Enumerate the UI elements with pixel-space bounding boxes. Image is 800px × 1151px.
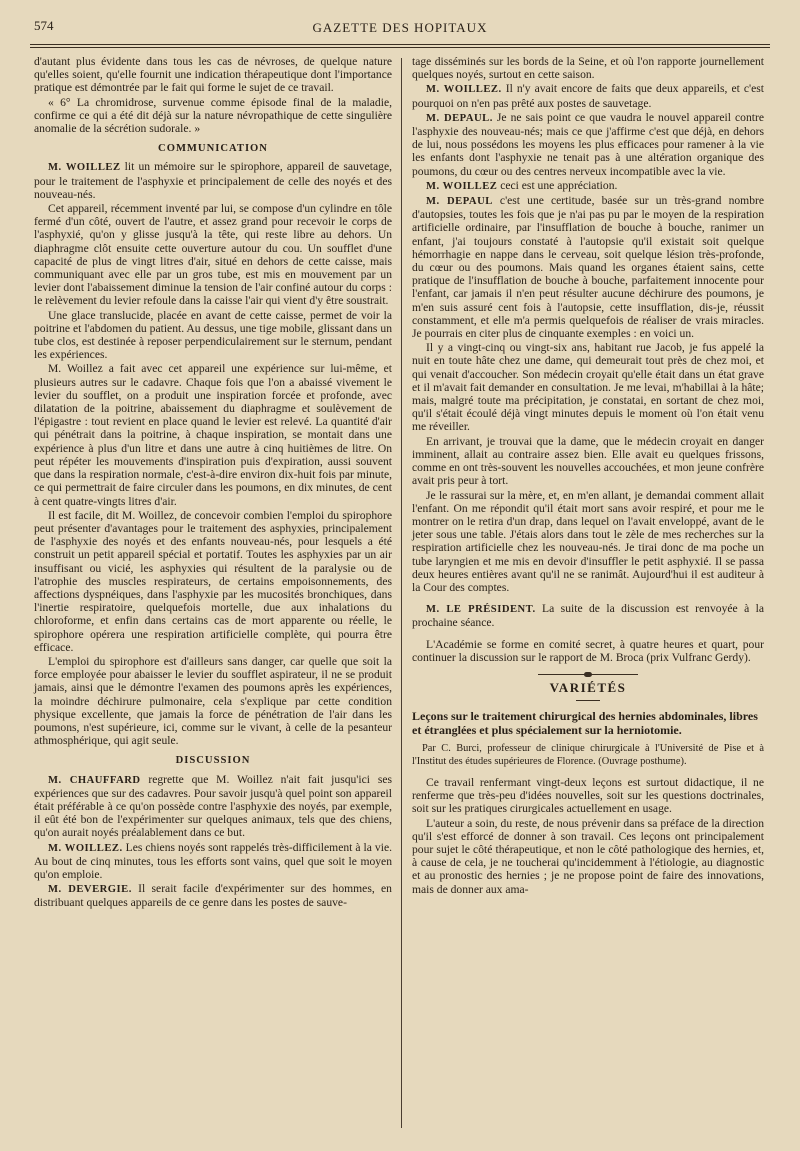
column-divider [401,58,402,1128]
paragraph: Cet appareil, récemment inventé par lui, se compose d'un cylindre en tôle fermé d'un côté, ouvert de l'autre, et assez grand pour recevoir le corps de l'asphyxié, qu'on y glisse jusqu'à la tête, qui reste libre au dehors. Un diaphragme clôt ensuite cette ouverture autour du cou. Un soufflet d'une capacité de plus de vingt litres d'air, situé en dehors de cette caisse, mais communiquant avec elle par un gros tube, est mis en mouvement par un levier dont l'abaissement diminue la tension de l'air confiné autour du corps : le relèvement du levier refoule dans la caisse l'air qui vient d'y être soustrait. [34,202,392,308]
speaker-name: M. WOILLEZ [426,180,498,192]
section-heading-varietes: VARIÉTÉS [549,679,627,695]
paragraph: « 6° La chromidrose, survenue comme épisode final de la maladie, confirme ce qui a été dit déjà sur la nature névropathique de cette singulière anomalie de la sécrétion sudorale. » [34,95,392,136]
paragraph: d'autant plus évidente dans tous les cas de névroses, de quelque nature qu'elles soient, qu'elle fournit une indication thérapeutique dont l'importance pratique est démontrée par le fait qui forme le sujet de ce travail. [34,55,392,95]
header-rule-double [30,47,770,48]
speaker-name: M. CHAUFFARD [48,774,141,786]
paragraph: Une glace translucide, placée en avant de cette caisse, permet de voir la poitrine et l'abdomen du patient. Au dessus, une tige mobile, glissant dans un tube clos, est destinée à reposer perpendiculairement sur le sternum, pendant les expériences. [34,308,392,362]
paragraph: Il y a vingt-cinq ou vingt-six ans, habitant rue Jacob, je fus appelé la nuit en toute hâte chez une dame, qui demeurait tout près de chez moi, et qui venait d'accoucher. Son médecin croyait qu'elle était dans un état grave et il m'avait fait demander en consultation. Je me levai, m'habillai à la hâte; mais, malgré toute ma précipitation, je constatai, en sortant de chez moi, qu'il s'était écoulé déjà vingt minutes depuis le moment où l'on était venu me réveiller. [412,341,764,434]
paragraph: Il est facile, dit M. Woillez, de concevoir combien l'emploi du spirophore peut présenter d'avantages pour le traitement des asphyxies, principalement de l'asphyxie des noyés et des enfants nouveau-nés, pour lesquels a été construit un petit appareil spécial et portatif. Toutes les asphyxies par un air insuffisant ou vicié, les asphyxies qui résultent de la paralysie ou de l'atrophie des muscles respirateurs, de certains empoisonnements, des affections dyspnéiques, dans l'asphyxie par les mucosités bronchiques, dans l'inertie respiratoire, quelquefois mortelle, due aux inhalations du chloroforme, et enfin dans certains cas de mort apparente ou réelle, le spirophore opérera une respiration artificielle complète, qui pourra être efficace. [34,508,392,654]
paragraph: L'Académie se forme en comité secret, à quatre heures et quart, pour continuer la discussion sur le rapport de M. Broca (prix Vulfranc Gerdy). [412,637,764,664]
paragraph: M. DEVERGIE. Il serait facile d'expérimenter sur des hommes, en distribuant quelques appareils de ce genre dans les postes de sauve- [34,882,392,910]
speaker-name: M. DEVERGIE. [48,884,132,896]
short-rule [576,700,600,701]
paragraph: M. Woillez a fait avec cet appareil une expérience sur lui-même, et plusieurs autres sur le cadavre. Chaque fois que l'on a abaissé vivement le levier du soufflet, on a produit une inspiration forcée et profonde, avec dilatation de la poitrine, abaissement du diaphragme et soulèvement de l'épigastre : tout revient en place quand le levier est relevé. La quantité d'air qui pénétrait dans la poitrine, à chaque inspiration, se montait dans une expérience à plus d'un litre et dans une autre à cinq huitièmes de litre. On peut répéter les mouvements d'inspiration puis d'expiration, aussi souvent que dans la respiration normale, c'est-à-dire environ dix-huit fois par minute, ce qui permettrait de faire circuler dans les poumons, en dix minutes, de cent à cent quatre-vingts litres d'air. [34,362,392,508]
speaker-name: M. WOILLEZ. [426,84,502,96]
paragraph: M. LE PRÉSIDENT. La suite de la discussion est renvoyée à la prochaine séance. [412,602,764,630]
paragraph: En arrivant, je trouvai que la dame, que le médecin croyait en danger imminent, allait au contraire assez bien. Elle avait eu quelques frissons, comme en ont très-souvent les nouvelles accouchées, et mon jeune confrère avait pris peur à tort. [412,434,764,488]
paragraph: M. WOILLEZ. Les chiens noyés sont rappelés très-difficilement à la vie. Au bout de cinq minutes, tous les efforts sont vains, quel que soit le moyen qu'on emploie. [34,840,392,881]
paragraph: L'emploi du spirophore est d'ailleurs sans danger, car quelle que soit la force employée pour abaisser le levier du soufflet aspirateur, il ne se produit jamais, ainsi que le démontre l'examen des poumons après les expériences, la moindre déchirure pulmonaire, cela s'explique par cette condition physique excellente, que jamais la force de pénétration de l'air dans les poumons, n'est supérieure, ici, comme sur le vivant, à celle de la pesanteur athmosphérique, qui agit seule. [34,654,392,748]
speaker-name: M. WOILLEZ. [48,842,123,854]
paragraph: M. WOILLEZ lit un mémoire sur le spirophore, appareil de sauvetage, pour le traitement de l'asphyxie et principalement de celle des noyés et des nouveau-nés. [34,160,392,201]
paragraph: Ce travail renfermant vingt-deux leçons est surtout didactique, il ne renferme que très-peu d'idées nouvelles, soit sur les questions doctrinales, soit sur les pratiques cirurgicales actuellement en usage. [412,775,764,816]
header-rule [30,44,770,45]
speaker-name: M. DEPAUL [426,196,493,208]
section-heading-communication: COMMUNICATION [158,143,268,155]
right-column [412,55,764,897]
paragraph: M. CHAUFFARD regrette que M. Woillez n'ait fait jusqu'ici ses expériences que sur des cadavres. Pour savoir jusqu'à quel point son appareil était préférable à ce qu'on possède contre l'asphyxie des noyés, par exemple, il eût été bon de l'expérimenter sur quelques animaux, tels que des chiens, qu'on aurait noyés préalablement dans ce but. [34,772,392,840]
paragraph: M. WOILLEZ. Il n'y avait encore de faits que deux appareils, et c'est pourquoi on n'en pas prêté aux postes de sauvetage. [412,82,764,110]
running-title: GAZETTE DES HOPITAUX [312,20,488,35]
speaker-name: M. DEPAUL. [426,112,493,124]
ornamental-separator [538,674,638,675]
paragraph: M. DEPAUL c'est une certitude, basée sur un très-grand nombre d'autopsies, toutes les fois que je n'ai pas pu par le moyen de la respiration artificielle ordinaire, par l'insufflation de bouche à bouche, ranimer un enfant, j'ai toujours constaté à l'autopsie qu'il existait soit quelque hémorrhagie en nappe dans le cerveau, soit quelque lésion très-profonde, du cœur ou des poumons. Mais quand les organes étaient sains, cette pratique de l'insufflation de bouche à bouche, parfaitement innocente pour l'enfant, car jamais il n'en peut résulter aucune déchirure des poumons, je m'en suis assuré cent fois à l'autopsie, cette insufflation, dis-je, réussit constamment, et elle m'a permis quelquefois de réaliser de vrais miracles. Je pourrais en citer plus de cinquante exemples : en voici un. [412,194,764,341]
left-column [34,55,392,911]
paragraph: Je le rassurai sur la mère, et, en m'en allant, je demandai comment allait l'enfant. On me répondit qu'il était mort sans avoir respiré, et pour me le montrer on le retira d'un drap, dans lequel on l'avait enveloppé, avant de le jeter sous une table. J'étais alors dans tout le zèle de mes recherches sur la respiration artificielle chez les nouveau-nés. Je tirai donc de ma poche un tube laryngien et me mis en devoir d'insuffler le petit asphyxié. Il se passa deux heures entières avant qu'il ne se ranimât. Aujourd'hui il est auditeur à la Cour des comptes. [412,488,764,594]
speaker-name: M. WOILLEZ [48,162,121,174]
article-byline: Par C. Burci, professeur de clinique chirurgicale à l'Université de Pise et à l'Institut des études supérieures de Florence. (Ouvrage posthume). [412,743,764,767]
article-title: Leçons sur le traitement chirurgical des hernies abdominales, libres et étranglées et plus spécialement sur la herniotomie. [412,709,758,738]
paragraph: M. DEPAUL. Je ne sais point ce que vaudra le nouvel appareil contre l'asphyxie des nouveau-nés; mais ce que j'affirme c'est que déjà, en dehors de lui, nous possédons les moyens les plus efficaces pour ramener à la vie les enfants dont l'asphyxie ne tenait pas à une altération organique des poumons, du cœur ou des centres nerveux incompatible avec la vie. [412,110,764,178]
page-number: 574 [34,18,54,33]
paragraph: M. WOILLEZ ceci est une appréciation. [426,178,618,192]
page-header [30,14,770,44]
paragraph: tage disséminés sur les bords de la Seine, et où l'on rapporte journellement quelques noyés, surtout en cette saison. [412,55,764,82]
speaker-name: M. LE PRÉSIDENT. [426,604,536,616]
section-heading-discussion: DISCUSSION [175,755,251,767]
paragraph: L'auteur a soin, du reste, de nous prévenir dans sa préface de la direction qu'il s'est efforcé de donner à son travail. Ces leçons ont principalement pour sujet le côté thérapeutique, et non le côté pathologique des hernies, et, à cause de cela, je ne toucherai qu'incidemment à l'étiologie, au diagnostic et au pronostic des hernies ; je ne propose point de faire des innovations, mais de donner aux ama- [412,816,764,896]
